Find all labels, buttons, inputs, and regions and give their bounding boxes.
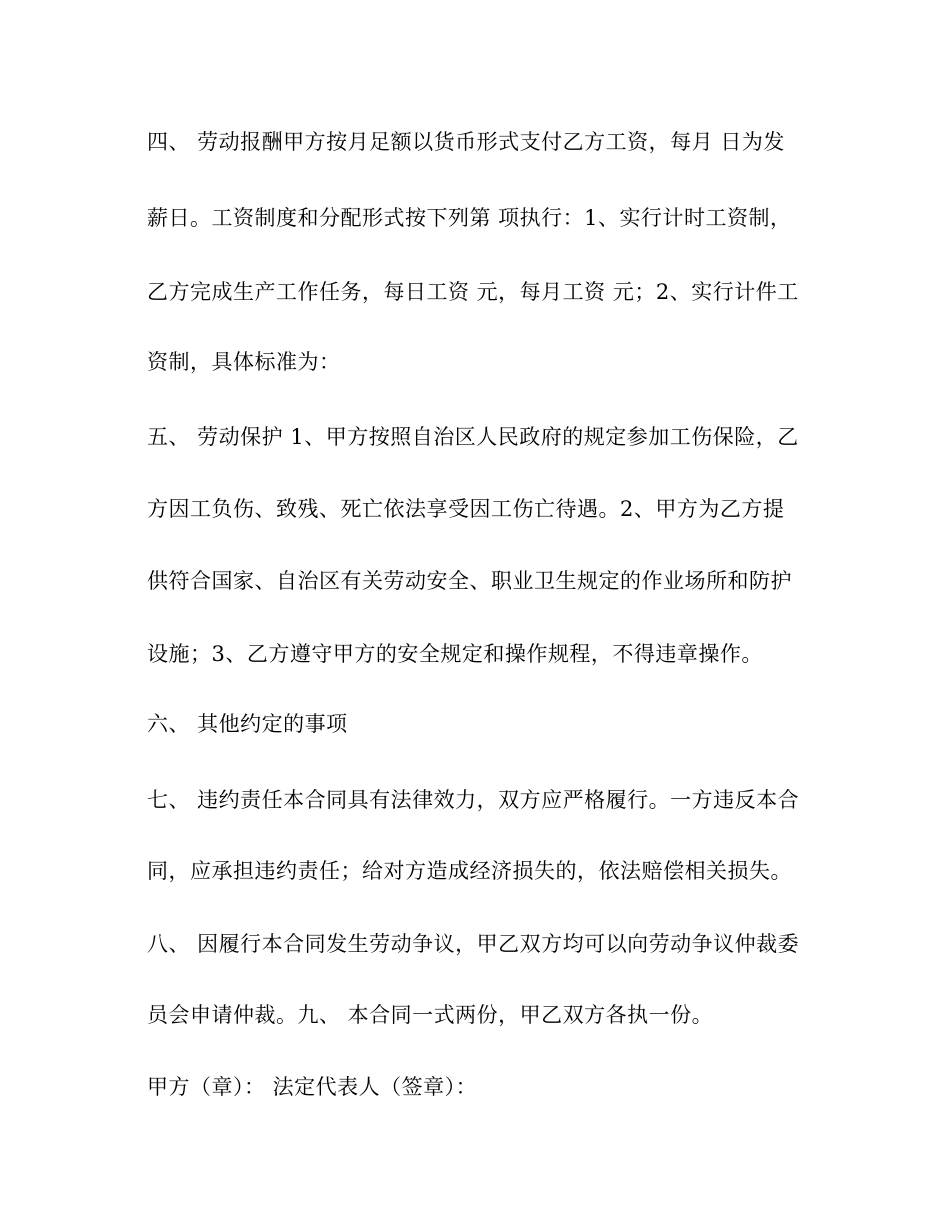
text-line: 同，应承担违约责任；给对方造成经济损失的，依法赔偿相关损失。 (147, 859, 792, 883)
text-line: 六、 其他约定的事项 (147, 712, 348, 736)
text-line: 员会申请仲裁。九、 本合同一式两份，甲乙双方各执一份。 (147, 1003, 714, 1027)
text-line: 供符合国家、自治区有关劳动安全、职业卫生规定的作业场所和防护 (147, 569, 792, 593)
text-line: 四、 劳动报酬甲方按月足额以货币形式支付乙方工资，每月 日为发 (147, 130, 785, 154)
text-line: 方因工负伤、致残、死亡依法享受因工伤亡待遇。2、甲方为乙方提 (147, 497, 785, 521)
text-line: 资制，具体标准为： (147, 350, 341, 374)
text-line: 七、 违约责任本合同具有法律效力，双方应严格履行。一方违反本合 (147, 788, 800, 812)
text-line: 设施；3、乙方遵守甲方的安全规定和操作规程，不得违章操作。 (147, 642, 763, 666)
text-line: 八、 因履行本合同发生劳动争议，甲乙双方均可以向劳动争议仲裁委 (147, 932, 800, 956)
text-line: 薪日。工资制度和分配形式按下列第 项执行：1、实行计时工资制， (147, 206, 792, 230)
text-line: 乙方完成生产工作任务，每日工资 元，每月工资 元；2、实行计件工 (147, 280, 799, 304)
signature-line: 甲方（章）： 法定代表人（签章）： (147, 1075, 478, 1099)
text-line: 五、 劳动保护 1、甲方按照自治区人民政府的规定参加工伤保险，乙 (147, 425, 799, 449)
